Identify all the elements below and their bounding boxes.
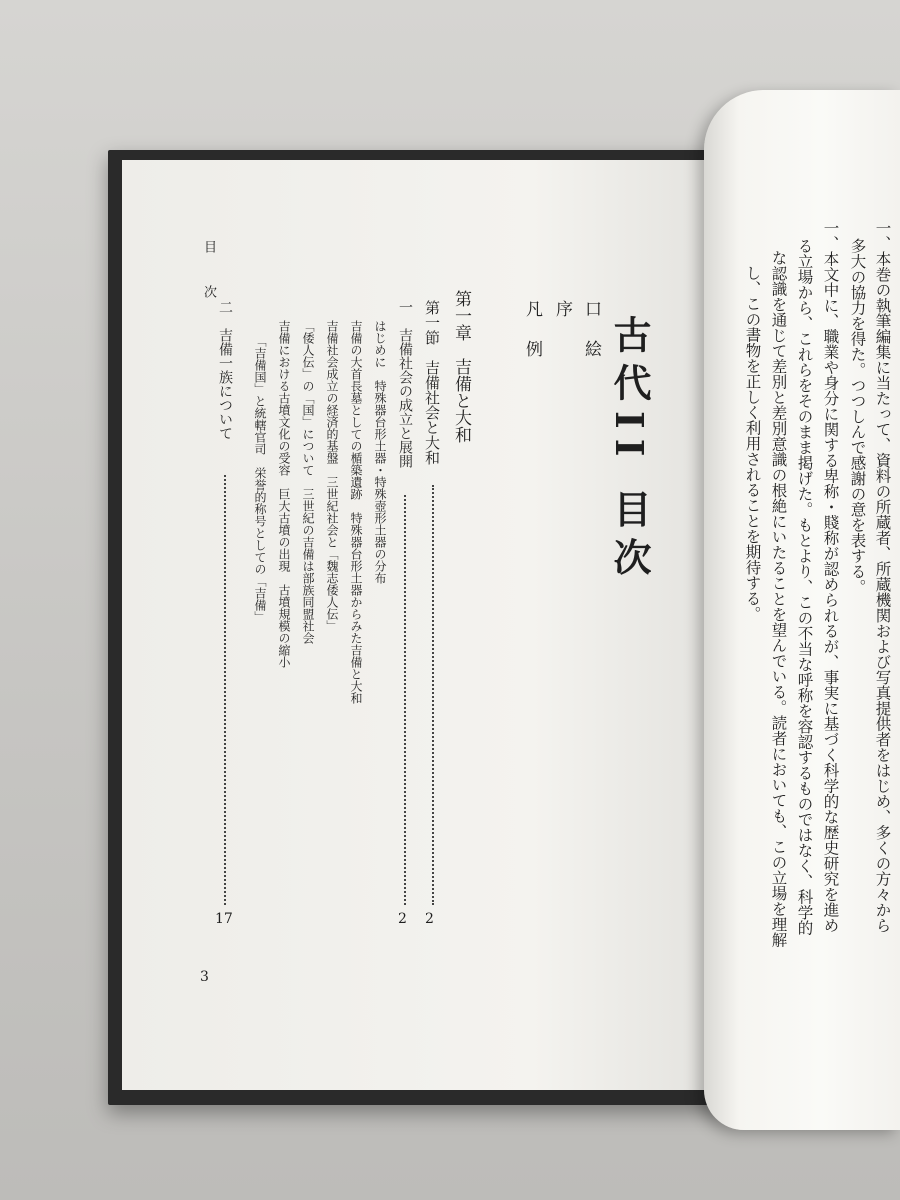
note-1-line-2: 多大の協力を得た。つつしんで感謝の意を表する。	[848, 238, 867, 595]
toc-subitem-5: 吉備における古墳文化の受容 巨大古墳の出現 古墳規模の縮小	[277, 320, 291, 668]
toc-subitem-2: 吉備の大首長墓としての楯築遺跡 特殊器台形土器からみた吉備と大和	[349, 320, 363, 704]
toc-subitem-6: 「吉備国」と統轄官司 栄誉的称号としての「吉備」	[253, 335, 267, 623]
note-2-line-3: な認識を通じて差別と差別意識の根絶にいたることを望んでいる。読者においても、この立場を理解	[769, 250, 788, 948]
toc-item-2: 二 吉備一族について	[217, 300, 233, 440]
right-page	[704, 90, 900, 1130]
toc-subitem-4: 「倭人伝」の「国」について 三世紀の吉備は部族同盟社会	[301, 320, 315, 644]
page-title: 古代II 目次	[607, 315, 652, 586]
front-matter-jo: 序	[552, 300, 572, 317]
section-page-number: 2	[425, 911, 434, 927]
note-2-line-2: る立場から、これらをそのまま掲げた。もとより、この不当な呼称を容認するものではなく、科学的	[795, 238, 814, 936]
page-number: 3	[200, 969, 209, 985]
toc-item-1: 一 吉備社会の成立と展開	[397, 300, 413, 468]
toc-subitem-3: 吉備社会成立の経済的基盤 三世紀社会と「魏志倭人伝」	[325, 320, 339, 632]
note-1-line-1: 一、本巻の執筆編集に当たって、資料の所蔵者、所蔵機関および写真提供者をはじめ、多くの方々から	[873, 220, 892, 933]
front-matter-kuchie: 口 絵	[581, 300, 601, 360]
item2-page-number: 17	[215, 911, 233, 927]
note-2-line-1: 一、本文中に、職業や身分に関する卑称・賤称が認められるが、事実に基づく科学的な歴史研究を進め	[821, 220, 840, 933]
toc-subitem-1: はじめに 特殊器台形土器・特殊壺形土器の分布	[373, 320, 387, 584]
front-matter-hanrei: 凡 例	[522, 300, 542, 360]
item1-leader-dots	[404, 495, 406, 905]
running-header: 目 次	[201, 240, 216, 313]
left-page	[122, 160, 710, 1090]
chapter-title: 第一章 吉備と大和	[451, 290, 471, 443]
note-2-line-4: し、この書物を正しく利用されることを期待する。	[743, 265, 762, 622]
section-leader-dots	[432, 485, 434, 905]
item2-leader-dots	[224, 475, 226, 905]
item1-page-number: 2	[398, 911, 407, 927]
section-title: 第一節 吉備社会と大和	[423, 300, 441, 465]
